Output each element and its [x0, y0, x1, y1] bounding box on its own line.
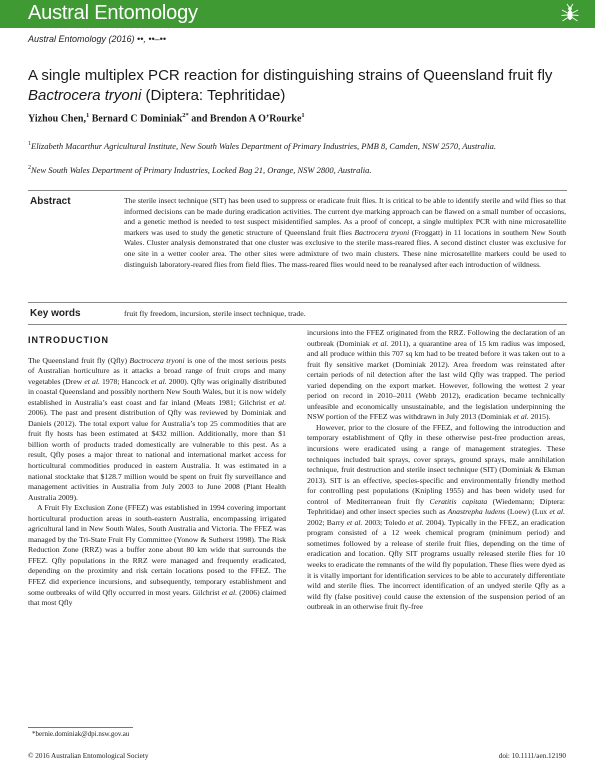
text-run: is one of the most serious pests of Australian horticulture as it attacks a broad range of fruit crops and many vegetables (Drew: [28, 355, 286, 386]
abstract-species: Bactrocera tryoni: [354, 227, 410, 237]
species-name: Anastrepha ludens: [447, 507, 506, 517]
intro-paragraph-3: [307, 423, 565, 613]
text-run: 2003; Toledo: [362, 517, 408, 527]
title-text-1: A single multiplex PCR reaction for distinguishing strains of Queensland fruit fly: [28, 67, 553, 84]
journal-citation-line: Austral Entomology (2016) ••, ••–••: [28, 34, 166, 44]
body-column-right: [307, 328, 565, 613]
text-run: (2006) claimed that most Qfly: [28, 587, 287, 608]
author-1-affil: 1: [85, 112, 90, 119]
journal-banner: [0, 0, 595, 28]
keywords-text: fruit fly freedom, incursion, sterile insect technique, trade.: [124, 309, 306, 318]
abstract-top-rule: [28, 190, 567, 191]
author-list: [28, 112, 305, 124]
text-run: 2015).: [528, 412, 551, 422]
title-species: Bactrocera tryoni: [28, 87, 142, 104]
text-run: 2002; Barry: [307, 517, 347, 527]
article-title: [28, 66, 568, 106]
author-1: Yizhou Chen,: [28, 113, 86, 125]
text-run: 2011), a quarantine area of 15 km radius was imposed, and all produce within this 707 sq km had to be treated before it was taken out to a fruit fly sensitive market (Dominiak 2012). Area freedom was reinstated after certain periods of nil detection after the last wild Qfly was trapped. The period varied depending on the export market. However, following the wettest 2 year period on record in 2010–2011 (Webb 2012), eradication became technically unfeasible and economically unsustainable, and the legislation underpinning the NSW portion of the FFEZ was withdrawn in July 2013 (Dominiak: [307, 338, 565, 422]
affiliation-1-number: 1: [28, 141, 31, 147]
footnote-rule: [28, 727, 133, 728]
species-name: Bactrocera tryoni: [129, 355, 185, 365]
affiliation-1-text: Elizabeth Macarthur Agricultural Institute, New South Wales Department of Primary Industries, PMB 8, Camden, NSW 2570, Australia.: [31, 140, 496, 151]
keywords-top-rule: [28, 302, 567, 303]
doi-link[interactable]: doi: 10.1111/aen.12190: [498, 752, 566, 760]
author-3: and Brendon A O’Rourke: [188, 113, 302, 125]
abstract-text: [124, 196, 566, 270]
et-al: et al.: [549, 507, 565, 517]
affiliation-1: [28, 139, 558, 152]
text-run: 2006). The past and present distribution of Qfly was reviewed by Dominiak and Daniels (2012). The total export value for Australia’s top 25 commodities that are fruit fly hosts has been estimated at $432 million. Additionally, more than $1 billion worth of products traded domestically are vulnerable to this pest. As a result, Qfly poses a major threat to national and international market access for horticultural commodities produced in eastern Australia. It was estimated in a national stocktake that $128.7 million would be spent on fruit fly surveillance and management activities in Australia from July 2003 to June 2008 (Plant Health Australia 2009).: [28, 408, 286, 502]
corresponding-author-email[interactable]: *bernie.dominiak@dpi.nsw.gov.au: [32, 730, 130, 738]
fruit-fly-logo-icon: [559, 3, 581, 25]
affiliation-2-text: New South Wales Department of Primary Industries, Locked Bag 21, Orange, NSW 2800, Australia.: [31, 164, 372, 175]
text-run: 2000). Qfly was originally distributed in coastal Queensland and possibly northern New South Wales, but it is now widely established in Australia’s east coast and far inland (Meats 1981; Gilchrist: [28, 376, 286, 407]
intro-paragraph-2: [28, 503, 286, 608]
text-run: A Fruit Fly Exclusion Zone (FFEZ) was established in 1994 covering important horticultural production areas in south-eastern Australia, encompassing irrigated agricultural land in New South Wales, South Australia and Victoria. The FFEZ was managed by the Tri-State Fruit Fly Committee (Yonow & Sutherst 1998). The Risk Reduction Zone (RRZ) was a buffer zone about 80 km wide that surrounds the FFEZ. Qfly populations in the RRZ were managed and frequently eradicated, depending on the proximity and risk certain locations posed to the FFEZ. The FFEZ did experience incursions, and subsequently, temporary establishment and some outbreaks of wild Qfly occurred in most years. Gilchrist: [28, 503, 286, 597]
et-al: et al.: [407, 517, 424, 527]
et-al: et al.: [151, 376, 167, 386]
text-run: incursions into the FFEZ originated from the RRZ. Following the declaration of an outbreak (Dominiak: [307, 328, 565, 348]
copyright-notice: © 2016 Australian Entomological Society: [28, 752, 149, 760]
author-2: Bernard C Dominiak: [89, 113, 183, 125]
affiliation-2-number: 2: [28, 165, 31, 171]
keywords-label: Key words: [30, 308, 81, 319]
journal-banner-title: Austral Entomology: [28, 2, 198, 24]
species-name: Ceratitis capitata: [429, 496, 488, 506]
text-run: 2004). Typically in the FFEZ, an eradication program consisted of a 12 week chemical program (minimum period) and sometimes followed by a release of sterile fruit flies, depending on the time of eradication and location. Qfly SIT programs usually released sterile flies for 10 weeks to eradicate the remnants of the wild fly population. These flies were dyed as it is vitally important for identification services to be able to accurately differentiate wild and sterile flies. The incorrect identification of an undyed sterile Qfly as a wild fly (false positive) could cause the extension of the suspension period of an outbreak in an otherwise fruit fly-free: [307, 517, 566, 612]
abstract-text-b: (Froggatt) in 11 locations in southern New South Wales. Cluster analysis demonstrated that one cluster was exclusive to the sterile mass-reared flies. A second distinct cluster was exclusive for one site in a wetter cooler area. The other sites were admixture of two main clusters. These nine microsatellite markers could be used to distinguish laboratory-reared flies from field flies. The mass-reared flies would need to be reanalysed after each introduction of wildness.: [124, 227, 567, 269]
introduction-heading: INTRODUCTION: [28, 335, 109, 345]
author-3-affil: 1: [301, 112, 305, 119]
text-run: 1978; Hancock: [99, 376, 152, 386]
author-2-affil: 2*: [182, 112, 189, 119]
abstract-label: Abstract: [30, 196, 71, 207]
body-column-left: [28, 335, 286, 609]
text-run: The Queensland fruit fly (Qfly): [28, 355, 130, 365]
text-run: (Loew) (Lux: [505, 507, 550, 517]
intro-paragraph-1: [28, 356, 286, 504]
et-al: et al.: [84, 376, 100, 386]
text-run: (Wiedemann; Diptera: Tephritidae) and other insect species such as: [307, 496, 565, 517]
affiliation-2: [28, 163, 558, 176]
keywords-bottom-rule: [28, 324, 567, 325]
et-al: et al.: [513, 412, 529, 422]
intro-paragraph-2-continued: [307, 328, 565, 423]
et-al: et al.: [372, 338, 389, 348]
et-al: et al.: [269, 397, 286, 407]
text-run: However, prior to the closure of the FFEZ, and following the introduction and temporary establishment of Qfly in these otherwise pest-free production areas, incursions were eradicated using a range of management strategies. These techniques included bait sprays, cover sprays, ground sprays, male annihilation technique, fruit destruction and sterile insect technique (SIT) (Dominiak & Ekman 2013). SIT is an effective, species-specific and environmentally friendly method for controlling pest populations (Knipling 1955) and has been widely used for control of Mediterranean fruit fly: [307, 422, 565, 506]
et-al: et al.: [346, 517, 363, 527]
title-text-2: (Diptera: Tephritidae): [141, 87, 286, 104]
et-al: et al.: [221, 587, 238, 597]
abstract-text-a: The sterile insect technique (SIT) has been used to suppress or eradicate fruit flies. It is critical to be able to identify sterile and wild flies so that informed decisions can be made during eradication activities. The current dye marking approach can be flawed on a small number of occasions, and a genetic method is needed to test suspect misidentified samples. As a proof of concept, a single multiplex PCR with nine microsatellite markers was used to study the genetic structure of Queensland fruit flies: [124, 196, 566, 237]
